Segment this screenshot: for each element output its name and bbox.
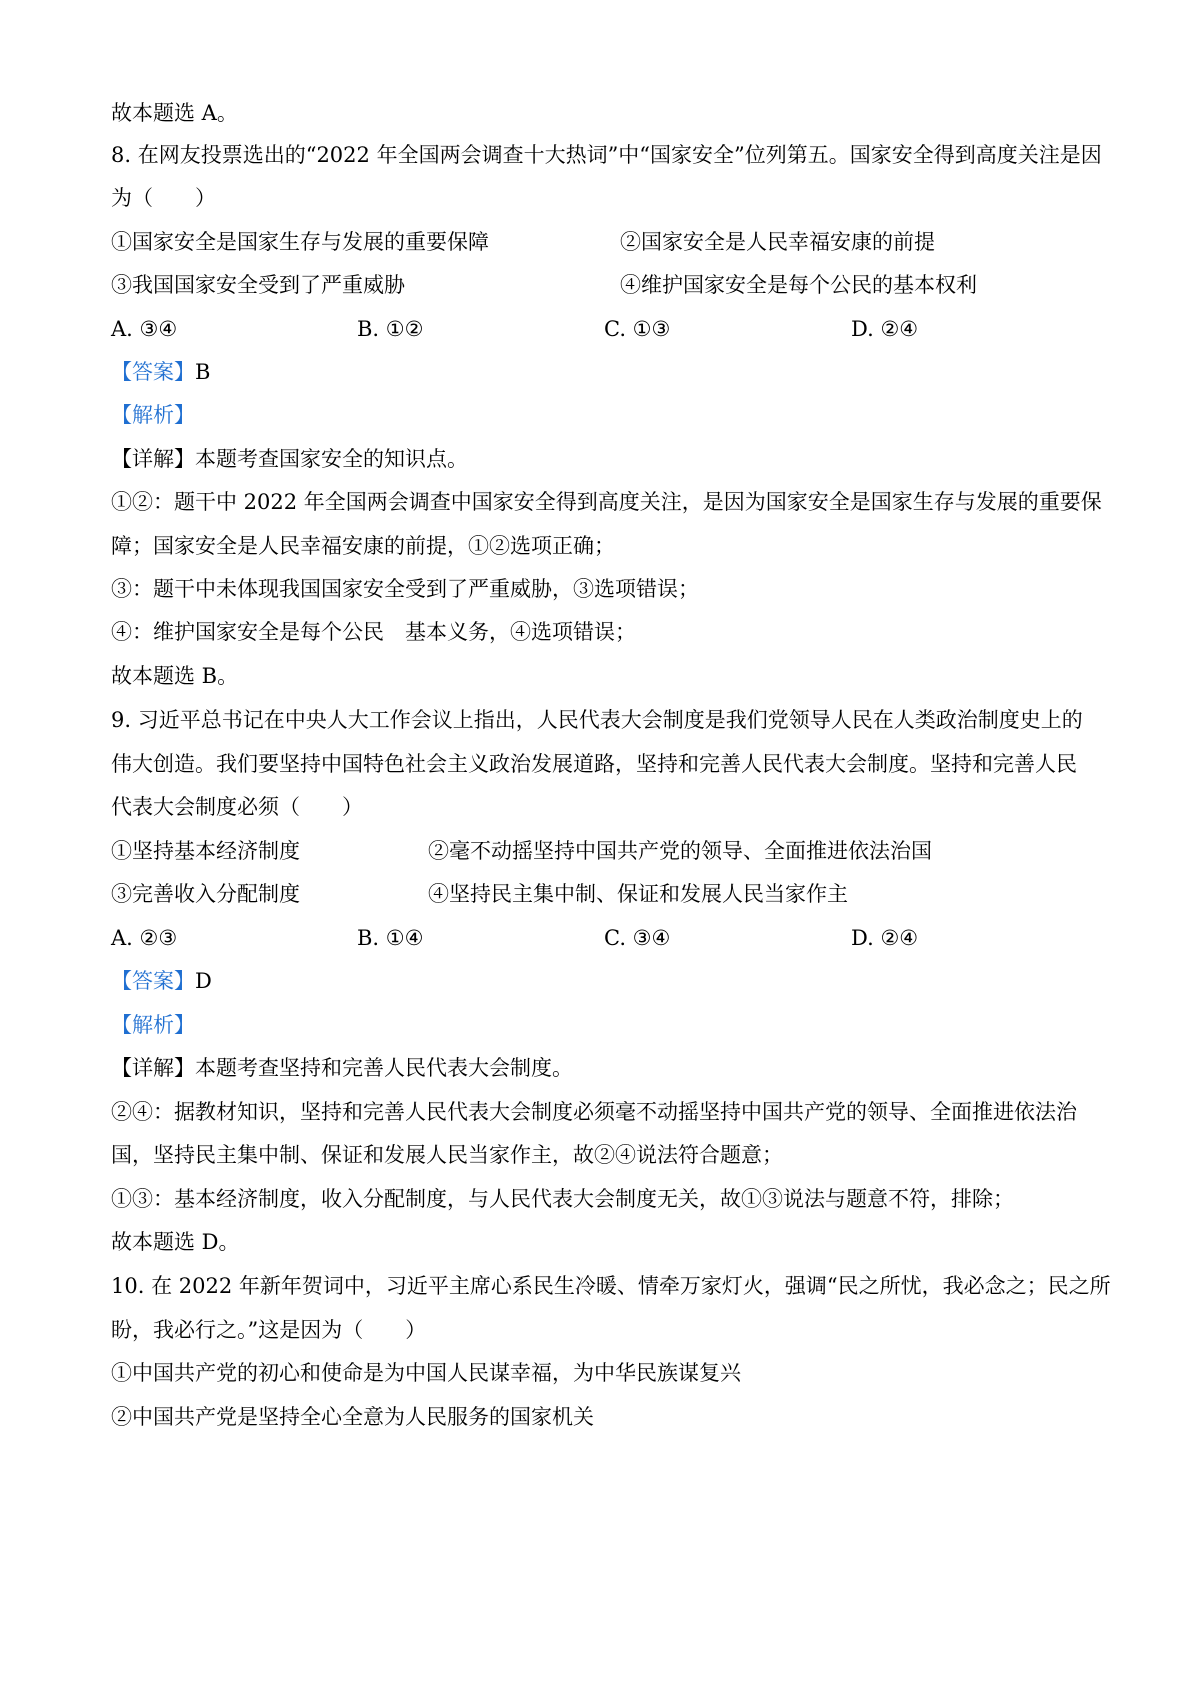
q8-stem-line-2: 为（ ） [111,186,216,210]
q10-item-2: ②中国共产党是坚持全心全意为人民服务的国家机关 [111,1405,594,1429]
q9-item-3: ③完善收入分配制度 [111,882,300,906]
q9-item-4: ④坚持民主集中制、保证和发展人民当家作主 [428,882,848,906]
q8-conclusion: 故本题选 B。 [111,664,239,688]
q9-item-2: ②毫不动摇坚持中国共产党的领导、全面推进依法治国 [428,839,932,863]
q8-explanation-1: ①②：题干中 2022 年全国两会调查中国家安全得到高度关注，是因为国家安全是国家生存与发展的重要保 [111,490,1102,514]
q8-detail: 【详解】本题考查国家安全的知识点。 [111,447,468,471]
q9-choice-c: C. ③④ [604,926,671,950]
q9-detail: 【详解】本题考查坚持和完善人民代表大会制度。 [111,1056,573,1080]
q8-item-4: ④维护国家安全是每个公民的基本权利 [620,273,977,297]
q8-answer-value: B [195,360,211,384]
q9-choice-d: D. ②④ [851,926,919,950]
q8-stem-line-1: 8. 在网友投票选出的“2022 年全国两会调查十大热词”中“国家安全”位列第五。国家安全得到高度关注是因 [111,143,1102,167]
q9-item-1: ①坚持基本经济制度 [111,839,300,863]
q9-conclusion: 故本题选 D。 [111,1230,240,1254]
q8-choice-b: B. ①② [357,317,424,341]
q7-conclusion: 故本题选 A。 [111,101,238,125]
q9-explanation-2: 国，坚持民主集中制、保证和发展人民当家作主，故②④说法符合题意； [111,1143,783,1167]
q9-stem-line-3: 代表大会制度必须（ ） [111,795,363,819]
q10-stem-line-1: 10. 在 2022 年新年贺词中，习近平主席心系民生冷暖、情牵万家灯火，强调“民之所忧，我必念之；民之所 [111,1274,1111,1298]
q10-item-1: ①中国共产党的初心和使命是为中国人民谋幸福，为中华民族谋复兴 [111,1361,741,1385]
q8-item-1: ①国家安全是国家生存与发展的重要保障 [111,230,489,254]
q8-answer [111,357,210,387]
q8-choice-d: D. ②④ [851,317,919,341]
q9-answer-tag: 【答案】 [111,969,195,993]
q9-answer [111,966,212,996]
q8-choice-c: C. ①③ [604,317,671,341]
q9-choice-b: B. ①④ [357,926,424,950]
q8-explanation-2: 障；国家安全是人民幸福安康的前提，①②选项正确； [111,534,615,558]
q8-explanation-4: ④：维护国家安全是每个公民 基本义务，④选项错误； [111,620,636,644]
q9-explanation-1: ②④：据教材知识，坚持和完善人民代表大会制度必须毫不动摇坚持中国共产党的领导、全面推进依法治 [111,1100,1077,1124]
q10-stem-line-2: 盼，我必行之。”这是因为（ ） [111,1318,427,1342]
q9-choice-a: A. ②③ [111,926,178,950]
q8-choice-a: A. ③④ [111,317,178,341]
q8-explanation-3: ③：题干中未体现我国国家安全受到了严重威胁，③选项错误； [111,577,699,601]
q9-stem-line-2: 伟大创造。我们要坚持中国特色社会主义政治发展道路，坚持和完善人民代表大会制度。坚持和完善人民 [111,752,1077,776]
q8-item-2: ②国家安全是人民幸福安康的前提 [620,230,935,254]
q9-stem-line-1: 9. 习近平总书记在中央人大工作会议上指出，人民代表大会制度是我们党领导人民在人类政治制度史上的 [111,708,1083,732]
q9-analysis-tag: 【解析】 [111,1013,195,1037]
q9-answer-value: D [195,969,212,993]
q8-answer-tag: 【答案】 [111,360,195,384]
q9-explanation-3: ①③：基本经济制度，收入分配制度，与人民代表大会制度无关，故①③说法与题意不符，排除； [111,1187,1014,1211]
q8-item-3: ③我国国家安全受到了严重威胁 [111,273,405,297]
q8-analysis-tag: 【解析】 [111,403,195,427]
